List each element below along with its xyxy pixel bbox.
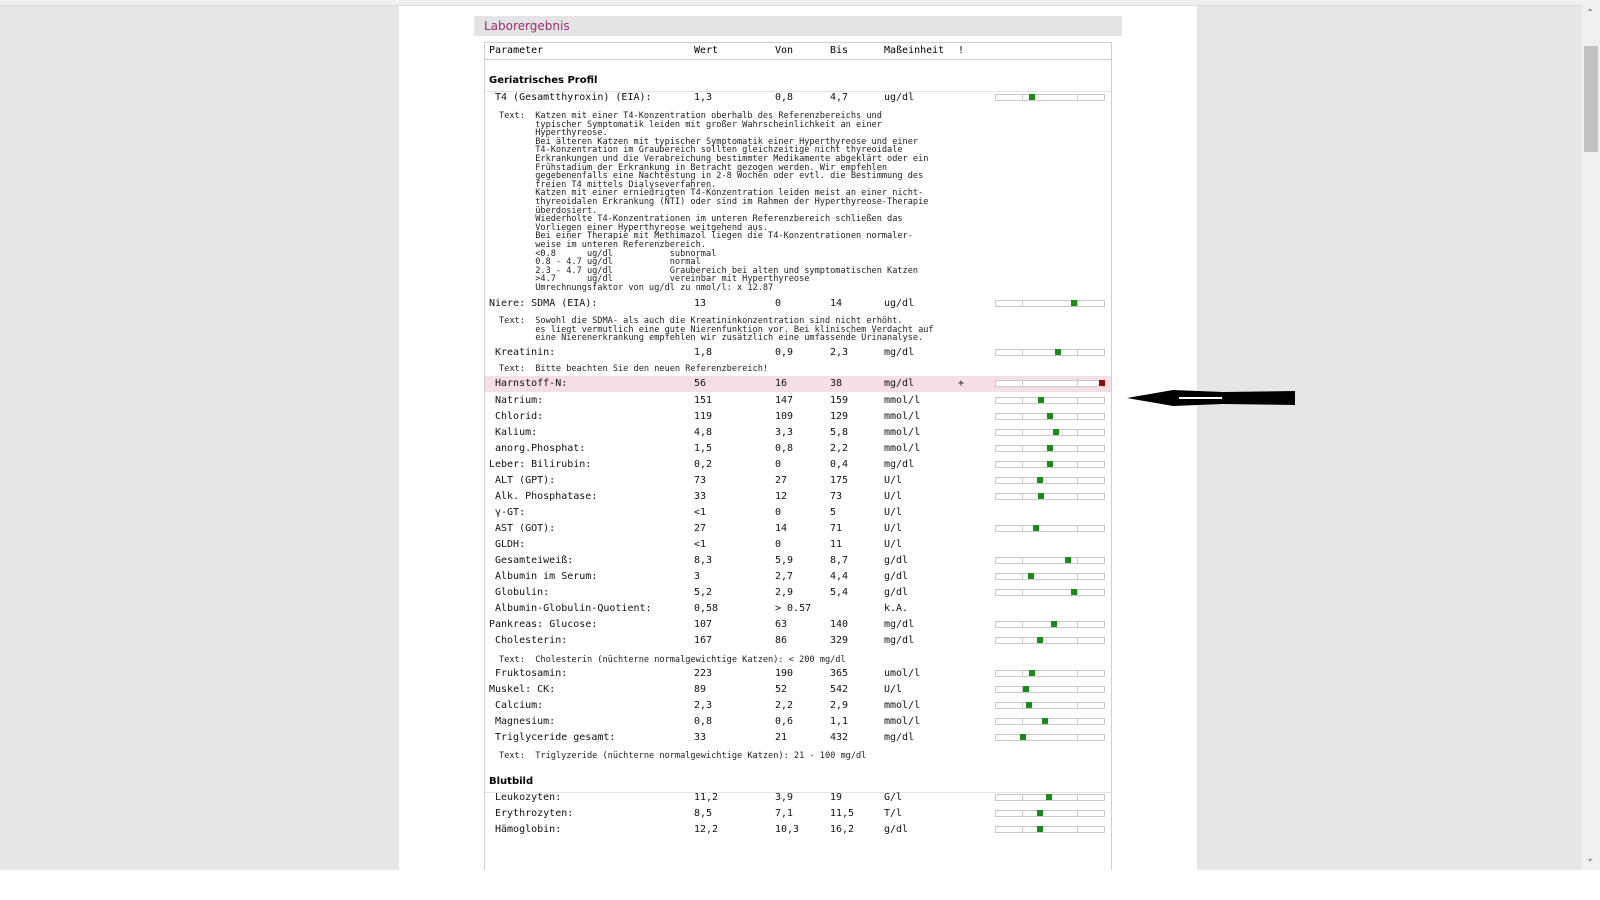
row-bis: 2,2: [830, 443, 849, 454]
value-marker: [1053, 429, 1059, 435]
row-bis: 365: [830, 668, 849, 679]
row-bis: 129: [830, 411, 849, 422]
row-bis: 4,4: [830, 571, 849, 582]
reference-range-bar: [995, 826, 1105, 833]
row-parameter: Hämoglobin:: [495, 824, 562, 835]
row-parameter: ALT (GPT):: [495, 475, 556, 486]
row-von: 52: [775, 684, 788, 695]
row-einheit: U/l: [884, 491, 903, 502]
row-von: 2,7: [775, 571, 794, 582]
reference-range-bar: [995, 670, 1105, 677]
value-marker: [1033, 525, 1039, 531]
row-wert: 1,8: [694, 347, 713, 358]
row-wert: 13: [694, 298, 707, 309]
row-einheit: mmol/l: [884, 716, 921, 727]
row-wert: 2,3: [694, 700, 713, 711]
row-wert: 33: [694, 491, 707, 502]
reference-range-bar: [995, 718, 1105, 725]
row-wert: 0,58: [694, 603, 719, 614]
value-marker: [1046, 794, 1052, 800]
value-marker: [1037, 810, 1043, 816]
row-parameter: Kreatinin:: [495, 347, 556, 358]
value-marker: [1020, 734, 1026, 740]
row-von: 16: [775, 378, 788, 389]
row-wert: 89: [694, 684, 707, 695]
row-parameter: Triglyceride gesamt:: [495, 732, 616, 743]
reference-range-bar: [995, 589, 1105, 596]
row-wert: 107: [694, 619, 713, 630]
row-einheit: g/dl: [884, 555, 909, 566]
row-parameter: Chlorid:: [495, 411, 544, 422]
row-einheit: umol/l: [884, 668, 921, 679]
row-bis: 5: [830, 507, 837, 518]
value-marker: [1037, 637, 1043, 643]
row-bis: 16,2: [830, 824, 855, 835]
row-von: 0: [775, 298, 782, 309]
row-parameter: Kalium:: [495, 427, 538, 438]
row-wert: 151: [694, 395, 713, 406]
col-einheit: Maßeinheit: [884, 45, 945, 56]
row-parameter: Harnstoff-N:: [495, 378, 568, 389]
table-row: [485, 473, 1111, 489]
reference-range-bar: [995, 413, 1105, 420]
table-row: [485, 633, 1111, 649]
row-einheit: mmol/l: [884, 700, 921, 711]
row-von: 14: [775, 523, 788, 534]
row-wert: <1: [694, 507, 707, 518]
row-bis: 73: [830, 491, 843, 502]
row-von: 0: [775, 507, 782, 518]
row-einheit: ug/dl: [884, 92, 915, 103]
column-header-row: [485, 43, 1111, 60]
row-von: 147: [775, 395, 794, 406]
row-einheit: U/l: [884, 507, 903, 518]
note-cholesterin: Text: Cholesterin (nüchterne normalgewichtige Katzen): < 200 mg/dl: [499, 655, 846, 665]
table-row: [485, 425, 1111, 441]
row-parameter: Magnesium:: [495, 716, 556, 727]
scrollbar-thumb[interactable]: [1584, 46, 1598, 152]
row-einheit: mmol/l: [884, 443, 921, 454]
reference-range-bar: [995, 380, 1105, 387]
row-wert: 119: [694, 411, 713, 422]
row-parameter: AST (GOT):: [495, 523, 556, 534]
section-header: [474, 16, 1122, 36]
row-wert: 1,3: [694, 92, 713, 103]
table-row: [485, 553, 1111, 569]
reference-range-bar: [995, 573, 1105, 580]
vertical-scrollbar[interactable]: [1582, 0, 1600, 870]
row-von: 63: [775, 619, 788, 630]
row-wert: 8,5: [694, 808, 713, 819]
row-parameter: Albumin im Serum:: [495, 571, 598, 582]
row-bis: 19: [830, 792, 843, 803]
note-sdma: Text: Sowohl die SDMA- als auch die Kreatininkonzentration sind nicht erhöht. es liegt vermutlich eine gute Nierenfunktion vor. Bei klinischem Verdacht auf eine Nierenerkrankung empfehlen wir zusätzlich eine umfassende Urinanalyse.: [499, 316, 934, 344]
value-marker: [1026, 702, 1032, 708]
row-wert: 8,3: [694, 555, 713, 566]
row-wert: 167: [694, 635, 713, 646]
value-marker: [1071, 300, 1077, 306]
reference-range-bar: [995, 300, 1105, 307]
row-bis: 542: [830, 684, 849, 695]
row-parameter: γ-GT:: [495, 507, 526, 518]
table-row: [485, 296, 1111, 312]
black-arrow-icon: [1127, 386, 1303, 410]
row-von: 190: [775, 668, 794, 679]
row-wert: 27: [694, 523, 707, 534]
table-row: [485, 441, 1111, 457]
row-bis: 8,7: [830, 555, 849, 566]
row-bis: 2,9: [830, 700, 849, 711]
note-t4: Text: Katzen mit einer T4-Konzentration oberhalb des Referenzbereichs und typischer Symptomatik leiden mit großer Wahrscheinlichkeit an einer Hyperthyreose. Bei älteren Katzen mit typischer Symptomatik einer Hyperthyreose und einer T4-Konzentration im Graubereich sollten gleichzeitige nicht thyreoidale Erkrankungen und die Verabreichung bestimmter Medikamente abgeklärt oder ein Frühstadium der Erkrankung in Betracht gezogen werden. Wir empfehlen gegebenenfalls eine Nachtestung in 2-8 Wochen oder evtl. die Bestimmung des freien T4 mittels Dialyseverfahren. Katzen mit einer erniedrigten T4-Konzentration leiden meist an einer nicht- thyreoidalen Erkrankung (NTI) oder sind im Rahmen der Hyperthyreose-Therapie überdosiert. Wiederholte T4-Konzentrationen im unteren Referenzbereich schließen das Vorliegen einer Hyperthyreose weitgehend aus. Bei einer Therapie mit Methimazol liegen die T4-Konzentrationen normaler- weise im unteren Referenzbereich. <0.8 ug/dl subnormal 0.8 - 4.7 ug/dl normal 2.3 - 4.7 ug/dl Graubereich bei alten und symptomatischen Katzen >4.7 ug/dl vereinbar mit Hyperthyreose Umrechnungsfaktor von ug/dl zu nmol/l: x 12.87: [499, 111, 929, 293]
reference-range-bar: [995, 637, 1105, 644]
row-bis: 11,5: [830, 808, 855, 819]
row-parameter: Calcium:: [495, 700, 544, 711]
row-parameter: Fruktosamin:: [495, 668, 568, 679]
row-parameter: GLDH:: [495, 539, 526, 550]
row-wert: 33: [694, 732, 707, 743]
row-von: > 0.57: [775, 603, 812, 614]
value-marker: [1055, 349, 1061, 355]
col-von: Von: [775, 45, 794, 56]
row-bis: 1,1: [830, 716, 849, 727]
row-einheit: mg/dl: [884, 347, 915, 358]
row-parameter: Muskel: CK:: [489, 684, 556, 695]
row-von: 0: [775, 539, 782, 550]
table-row: [485, 521, 1111, 537]
table-row: [485, 393, 1111, 409]
row-wert: 56: [694, 378, 707, 389]
row-von: 3,3: [775, 427, 794, 438]
row-von: 2,9: [775, 587, 794, 598]
reference-range-bar: [995, 477, 1105, 484]
group-geriatric: Geriatrisches Profil: [489, 75, 598, 86]
reference-range-bar: [995, 429, 1105, 436]
row-parameter: Natrium:: [495, 395, 544, 406]
row-bis: 329: [830, 635, 849, 646]
value-marker: [1037, 826, 1043, 832]
row-einheit: U/l: [884, 684, 903, 695]
table-row: [485, 790, 1111, 806]
row-flag: +: [958, 378, 965, 389]
reference-range-bar: [995, 810, 1105, 817]
row-einheit: ug/dl: [884, 298, 915, 309]
lab-result-table: [484, 42, 1112, 870]
row-bis: 2,3: [830, 347, 849, 358]
row-von: 2,2: [775, 700, 794, 711]
table-row: [485, 376, 1111, 392]
reference-range-bar: [995, 557, 1105, 564]
row-parameter: Globulin:: [495, 587, 550, 598]
row-parameter: Leber: Bilirubin:: [489, 459, 592, 470]
reference-range-bar: [995, 794, 1105, 801]
row-einheit: k.A.: [884, 603, 909, 614]
row-einheit: mmol/l: [884, 411, 921, 422]
viewer-background-left: [0, 6, 399, 870]
table-row: [485, 90, 1111, 106]
row-einheit: U/l: [884, 475, 903, 486]
row-bis: 0,4: [830, 459, 849, 470]
row-parameter: Cholesterin:: [495, 635, 568, 646]
row-von: 0,8: [775, 443, 794, 454]
row-bis: 5,8: [830, 427, 849, 438]
section-title: Laborergebnis: [484, 19, 570, 33]
note-triglyceride: Text: Triglyzeride (nüchterne normalgewichtige Katzen): 21 - 100 mg/dl: [499, 751, 867, 761]
table-row: [485, 698, 1111, 714]
table-row: [485, 569, 1111, 585]
row-wert: 0,8: [694, 716, 713, 727]
row-bis: 432: [830, 732, 849, 743]
row-wert: 12,2: [694, 824, 719, 835]
reference-range-bar: [995, 702, 1105, 709]
row-wert: 4,8: [694, 427, 713, 438]
reference-range-bar: [995, 686, 1105, 693]
group-blood: Blutbild: [489, 776, 534, 787]
row-wert: 3: [694, 571, 701, 582]
row-einheit: G/l: [884, 792, 903, 803]
row-einheit: mg/dl: [884, 635, 915, 646]
row-von: 86: [775, 635, 788, 646]
row-von: 0,9: [775, 347, 794, 358]
value-marker: [1042, 718, 1048, 724]
value-marker: [1029, 94, 1035, 100]
reference-range-bar: [995, 397, 1105, 404]
row-parameter: Leukozyten:: [495, 792, 562, 803]
table-row: [485, 617, 1111, 633]
row-parameter: Albumin-Globulin-Quotient:: [495, 603, 652, 614]
row-von: 109: [775, 411, 794, 422]
table-row: [485, 585, 1111, 601]
row-einheit: g/dl: [884, 824, 909, 835]
row-wert: 1,5: [694, 443, 713, 454]
row-einheit: U/l: [884, 523, 903, 534]
row-von: 21: [775, 732, 788, 743]
row-einheit: mmol/l: [884, 395, 921, 406]
row-parameter: anorg.Phosphat:: [495, 443, 586, 454]
row-von: 27: [775, 475, 788, 486]
reference-range-bar: [995, 461, 1105, 468]
reference-range-bar: [995, 445, 1105, 452]
row-einheit: mg/dl: [884, 459, 915, 470]
row-bis: 14: [830, 298, 843, 309]
scroll-up-icon[interactable]: ⌃: [1586, 8, 1595, 19]
row-von: 7,1: [775, 808, 794, 819]
row-von: 0,6: [775, 716, 794, 727]
table-row: [485, 822, 1111, 838]
value-marker: [1071, 589, 1077, 595]
viewer-background-right: [1197, 6, 1582, 870]
reference-range-bar: [995, 621, 1105, 628]
row-parameter: Erythrozyten:: [495, 808, 574, 819]
reference-range-bar: [995, 94, 1105, 101]
table-row: [485, 714, 1111, 730]
row-parameter: T4 (Gesamtthyroxin) (EIA):: [495, 92, 652, 103]
table-row: [485, 345, 1111, 361]
row-wert: 0,2: [694, 459, 713, 470]
row-einheit: mg/dl: [884, 732, 915, 743]
reference-range-bar: [995, 525, 1105, 532]
row-wert: 73: [694, 475, 707, 486]
row-von: 10,3: [775, 824, 800, 835]
table-row: [485, 537, 1111, 553]
row-von: 0: [775, 459, 782, 470]
value-marker: [1028, 573, 1034, 579]
value-marker: [1047, 413, 1053, 419]
row-parameter: Gesamteiweiß:: [495, 555, 574, 566]
row-einheit: g/dl: [884, 571, 909, 582]
document-page: [399, 6, 1197, 870]
row-bis: 159: [830, 395, 849, 406]
reference-range-bar: [995, 734, 1105, 741]
value-marker: [1065, 557, 1071, 563]
row-einheit: mg/dl: [884, 619, 915, 630]
row-bis: 71: [830, 523, 843, 534]
col-parameter: Parameter: [489, 45, 544, 56]
value-marker: [1047, 445, 1053, 451]
table-row: [485, 682, 1111, 698]
row-parameter: Pankreas: Glucose:: [489, 619, 598, 630]
row-parameter: Alk. Phosphatase:: [495, 491, 598, 502]
row-von: 0,8: [775, 92, 794, 103]
value-marker: [1037, 477, 1043, 483]
value-marker: [1051, 621, 1057, 627]
reference-range-bar: [995, 493, 1105, 500]
table-row: [485, 806, 1111, 822]
row-wert: 11,2: [694, 792, 719, 803]
row-wert: <1: [694, 539, 707, 550]
scroll-down-icon[interactable]: ⌄: [1586, 853, 1595, 864]
table-row: [485, 489, 1111, 505]
value-marker: [1023, 686, 1029, 692]
row-wert: 223: [694, 668, 713, 679]
row-wert: 5,2: [694, 587, 713, 598]
col-bis: Bis: [830, 45, 849, 56]
row-bis: 140: [830, 619, 849, 630]
row-bis: 175: [830, 475, 849, 486]
row-bis: 38: [830, 378, 843, 389]
row-von: 3,9: [775, 792, 794, 803]
bottom-area: [0, 870, 1600, 900]
value-marker: [1029, 670, 1035, 676]
table-row: [485, 409, 1111, 425]
reference-range-bar: [995, 349, 1105, 356]
row-bis: 4,7: [830, 92, 849, 103]
row-einheit: g/dl: [884, 587, 909, 598]
note-kreatinin: Text: Bitte beachten Sie den neuen Referenzbereich!: [499, 364, 769, 374]
value-marker: [1038, 397, 1044, 403]
row-von: 12: [775, 491, 788, 502]
value-marker: [1047, 461, 1053, 467]
table-row: [485, 730, 1111, 746]
row-bis: 11: [830, 539, 843, 550]
table-row: [485, 666, 1111, 682]
value-marker: [1038, 493, 1044, 499]
col-wert: Wert: [694, 45, 719, 56]
row-parameter: Niere: SDMA (EIA):: [489, 298, 598, 309]
row-einheit: mmol/l: [884, 427, 921, 438]
col-flag: !: [958, 45, 965, 56]
table-row: [485, 601, 1111, 617]
row-einheit: T/l: [884, 808, 903, 819]
row-von: 5,9: [775, 555, 794, 566]
row-einheit: mg/dl: [884, 378, 915, 389]
table-row: [485, 457, 1111, 473]
row-bis: 5,4: [830, 587, 849, 598]
row-einheit: U/l: [884, 539, 903, 550]
table-row: [485, 505, 1111, 521]
value-marker: [1099, 380, 1105, 386]
